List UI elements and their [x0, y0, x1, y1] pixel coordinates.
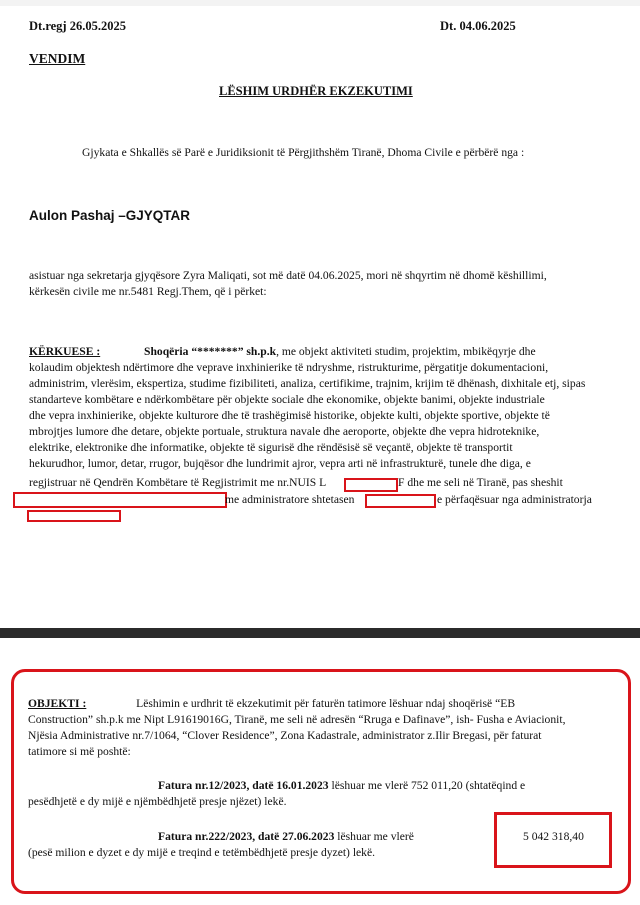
claimant-line: dhe vepra inxhinierike, objekte kulturore dhe të trashëgimisë historike, objekte kulti, objekte sportive, objekte të: [29, 409, 550, 422]
invoice-1-line: [158, 778, 525, 794]
invoice-1-value: lëshuar me vlerë 752 011,20 (shtatëqind e: [328, 779, 526, 792]
claimant-first-rest: , me objekt aktiviteti studim, projektim, mbikëqyrje dhe: [276, 345, 536, 358]
redaction-box-representative: [27, 510, 121, 522]
claimant-company: Shoqëria “*******” sh.p.k: [144, 345, 277, 358]
judge-name: Aulon Pashaj –GJYQTAR: [29, 208, 191, 223]
redaction-box-administrator: [365, 494, 436, 508]
invoice-2-line: [158, 829, 414, 845]
page-top-edge: [0, 0, 640, 6]
redaction-box-address: [13, 492, 227, 508]
document-date: Dt. 04.06.2025: [440, 19, 516, 33]
admin-line-start: me administratore shtetasen: [225, 493, 355, 506]
claimant-line: kolaudim objektesh ndërtimore dhe veprave inxhinierike të ndryshme, ristrukturime, përgatitje dokumentacioni,: [29, 361, 549, 374]
redaction-box-nuis: [344, 478, 398, 492]
nuis-line-start: regjistruar në Qendrën Kombëtare të Regjistrimit me nr.NUIS L: [29, 476, 327, 489]
object-line: tatimore si më poshtë:: [28, 745, 131, 758]
registration-date: Dt.regj 26.05.2025: [29, 19, 126, 33]
invoice-2-words: (pesë milion e dyzet e dy mijë e treqind e tetëmbëdhjetë presje dyzet) lekë.: [28, 846, 376, 859]
document-title: LËSHIM URDHËR EKZEKUTIMI: [219, 84, 413, 98]
object-first-line: [28, 696, 515, 712]
page-divider: [0, 628, 640, 638]
assisted-line-2: kërkesën civile me nr.5481 Regj.Them, që i përket:: [29, 285, 267, 298]
object-label: OBJEKTI :: [28, 697, 87, 710]
court-intro: Gjykata e Shkallës së Parë e Juridiksionit të Përgjithshëm Tiranë, Dhoma Civile e përbërë nga :: [82, 146, 525, 159]
invoice-1-words: pesëdhjetë e dy mijë e njëmbëdhjetë presje njëzet) lekë.: [28, 795, 287, 808]
object-line: Lëshimin e urdhrit të ekzekutimit për faturën tatimore lëshuar ndaj shoqërisë “EB: [136, 697, 516, 710]
claimant-first-line: [29, 344, 536, 360]
document-type: VENDIM: [29, 51, 86, 66]
invoice-2-amount: 5 042 318,40: [523, 830, 584, 843]
claimant-line: standarteve kombëtare e ndërkombëtare për objekte sociale dhe ekonomike, objekte banimi, objekte industriale: [29, 393, 545, 406]
invoice-2-number: Fatura nr.222/2023, datë 27.06.2023: [158, 830, 335, 843]
claimant-line: mbrojtjes lumore dhe detare, objekte portuale, struktura navale dhe aeroporte, objekte dhe vepra hidroteknike,: [29, 425, 540, 438]
invoice-2-value: lëshuar me vlerë: [334, 830, 414, 843]
invoice-1-number: Fatura nr.12/2023, datë 16.01.2023: [158, 779, 329, 792]
claimant-line: hekurudhor, lumor, detar, rrugor, bujqësor dhe lundrimit ajror, vepra arti në infrastrukturë, tunele dhe diga, e: [29, 457, 531, 470]
claimant-line: administrim, vlerësim, ekspertiza, studime fizibiliteti, analiza, certifikime, trajnim, krijim të dhënash, dixhitale etj, sipas: [29, 377, 586, 390]
admin-line-end: e përfaqësuar nga administratorja: [437, 493, 592, 506]
object-line: Construction” sh.p.k me Nipt L91619016G, Tiranë, me seli në adresën “Rruga e Dafinave”, ish- Fusha e Aviacionit,: [28, 713, 566, 726]
claimant-label: KËRKUESE :: [29, 345, 101, 358]
object-line: Njësia Administrative nr.7/1064, “Clover Residence”, Zona Kadastrale, administrator z.Ilir Bregasi, për faturat: [28, 729, 542, 742]
claimant-line: elektrike, elektronike dhe informatike, objekte të sigurisë dhe rëndësisë së veçantë, objekte të transportit: [29, 441, 513, 454]
assisted-line-1: asistuar nga sekretarja gjyqësore Zyra Maliqati, sot më datë 04.06.2025, mori në shqyrtim në dhomë këshillimi,: [29, 269, 547, 282]
nuis-line-end: F dhe me seli në Tiranë, pas sheshit: [398, 476, 563, 489]
